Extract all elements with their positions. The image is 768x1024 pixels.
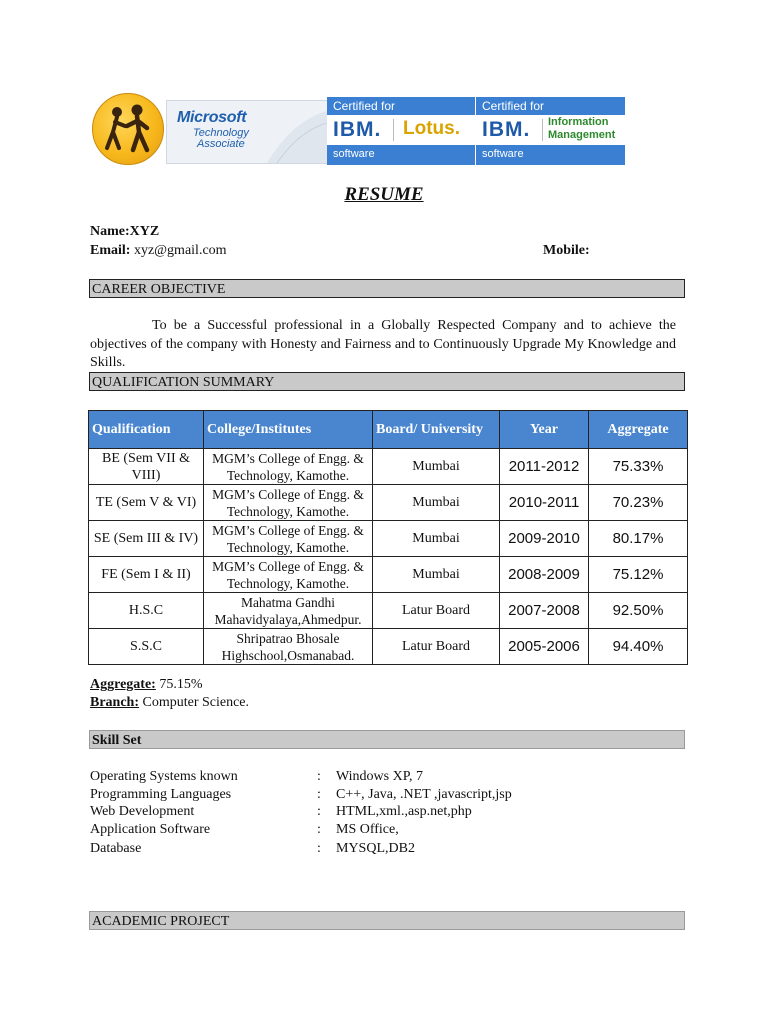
cell-year: 2007-2008 bbox=[500, 593, 589, 629]
skill-colon: : bbox=[317, 769, 321, 784]
ibm-im-software-label: software bbox=[482, 148, 524, 160]
im-line-1: Information bbox=[548, 116, 609, 128]
cell-aggregate: 75.12% bbox=[589, 557, 688, 593]
ibm-information-management-logo bbox=[476, 97, 625, 165]
cell-college: MGM’s College of Engg. & Technology, Kamothe. bbox=[204, 521, 373, 557]
cell-board: Mumbai bbox=[373, 449, 500, 485]
section-academic-project: ACADEMIC PROJECT bbox=[89, 911, 685, 930]
ibm-brand-2: IBM. bbox=[482, 118, 531, 141]
branch-label: Branch: bbox=[90, 695, 139, 710]
name-label: Name: bbox=[90, 224, 130, 239]
skill-value: MS Office, bbox=[336, 822, 399, 837]
aggregate-label: Aggregate: bbox=[90, 677, 156, 692]
cell-college: Mahatma Gandhi Mahavidyalaya,Ahmedpur. bbox=[204, 593, 373, 629]
cell-board: Latur Board bbox=[373, 629, 500, 665]
section-skill-set: Skill Set bbox=[89, 730, 685, 749]
cell-college: MGM’s College of Engg. & Technology, Kamothe. bbox=[204, 449, 373, 485]
skill-value: Windows XP, 7 bbox=[336, 769, 423, 784]
ibm-lotus-certified-label: Certified for bbox=[333, 99, 396, 113]
skill-label: Programming Languages bbox=[90, 787, 232, 802]
branch-line bbox=[90, 695, 249, 711]
cell-qualification: FE (Sem I & II) bbox=[89, 557, 204, 593]
cell-board: Mumbai bbox=[373, 485, 500, 521]
header-qualification: Qualification bbox=[89, 411, 204, 449]
table-row bbox=[89, 593, 688, 629]
ibm-lotus-software-label: software bbox=[333, 148, 375, 160]
skill-value: HTML,xml.,asp.net,php bbox=[336, 804, 472, 819]
skill-colon: : bbox=[317, 804, 321, 819]
institute-logo bbox=[92, 93, 164, 165]
cell-college: MGM’s College of Engg. & Technology, Kamothe. bbox=[204, 485, 373, 521]
branch-value: Computer Science. bbox=[142, 695, 250, 710]
section-career-objective: CAREER OBJECTIVE bbox=[89, 279, 685, 298]
cell-qualification: SE (Sem III & IV) bbox=[89, 521, 204, 557]
skill-value: MYSQL,DB2 bbox=[336, 841, 415, 856]
skill-colon: : bbox=[317, 841, 321, 856]
cell-board: Mumbai bbox=[373, 557, 500, 593]
name-line bbox=[90, 224, 159, 240]
cell-board: Latur Board bbox=[373, 593, 500, 629]
ibm-im-certified-label: Certified for bbox=[482, 99, 545, 113]
header-year: Year bbox=[500, 411, 589, 449]
header-college: College/Institutes bbox=[204, 411, 373, 449]
microsoft-sub-technology: Technology bbox=[193, 127, 249, 139]
table-header-row bbox=[89, 411, 688, 449]
microsoft-sub-associate: Associate bbox=[197, 138, 245, 150]
skill-label: Operating Systems known bbox=[90, 769, 238, 784]
ibm-brand-1: IBM. bbox=[333, 118, 382, 141]
cell-year: 2005-2006 bbox=[500, 629, 589, 665]
header-aggregate: Aggregate bbox=[589, 411, 688, 449]
cell-aggregate: 75.33% bbox=[589, 449, 688, 485]
table-row bbox=[89, 449, 688, 485]
cell-qualification: BE (Sem VII & VIII) bbox=[89, 449, 204, 485]
table-row bbox=[89, 485, 688, 521]
skill-value: C++, Java, .NET ,javascript,jsp bbox=[336, 787, 512, 802]
aggregate-value: 75.15% bbox=[159, 677, 203, 692]
table-row bbox=[89, 557, 688, 593]
name-value: XYZ bbox=[129, 224, 160, 239]
cell-year: 2009-2010 bbox=[500, 521, 589, 557]
email-line bbox=[90, 243, 227, 259]
cell-aggregate: 70.23% bbox=[589, 485, 688, 521]
cell-board: Mumbai bbox=[373, 521, 500, 557]
section-qualification-summary: QUALIFICATION SUMMARY bbox=[89, 372, 685, 391]
page-title: RESUME bbox=[344, 184, 424, 205]
email-value: xyz@gmail.com bbox=[133, 243, 227, 258]
skill-label: Web Development bbox=[90, 804, 195, 819]
microsoft-technology-associate-logo bbox=[166, 100, 328, 164]
skill-colon: : bbox=[317, 787, 321, 802]
cell-year: 2010-2011 bbox=[500, 485, 589, 521]
cell-college: MGM’s College of Engg. & Technology, Kamothe. bbox=[204, 557, 373, 593]
cell-qualification: TE (Sem V & VI) bbox=[89, 485, 204, 521]
cell-aggregate: 80.17% bbox=[589, 521, 688, 557]
table-row bbox=[89, 629, 688, 665]
microsoft-title: Microsoft bbox=[177, 109, 247, 126]
email-label: Email: bbox=[90, 243, 131, 258]
cell-aggregate: 92.50% bbox=[589, 593, 688, 629]
skill-colon: : bbox=[317, 822, 321, 837]
cell-qualification: H.S.C bbox=[89, 593, 204, 629]
ibm-lotus-certified-logo bbox=[327, 97, 475, 165]
cell-qualification: S.S.C bbox=[89, 629, 204, 665]
skill-label: Application Software bbox=[90, 822, 211, 837]
aggregate-line bbox=[90, 677, 203, 693]
cell-year: 2011-2012 bbox=[500, 449, 589, 485]
header-board: Board/ University bbox=[373, 411, 500, 449]
information-management-label bbox=[548, 116, 615, 142]
lotus-brand: Lotus. bbox=[403, 118, 460, 139]
mobile-label: Mobile: bbox=[543, 243, 590, 258]
im-line-2: Management bbox=[548, 129, 616, 141]
walking-people-icon bbox=[101, 104, 155, 154]
table-row bbox=[89, 521, 688, 557]
career-objective-text: To be a Successful professional in a Globally Respected Company and to achieve the objectives of the company with Honesty and Fairness and to Continuously Upgrade My Knowledge and Skills. bbox=[90, 318, 676, 370]
cell-year: 2008-2009 bbox=[500, 557, 589, 593]
cell-aggregate: 94.40% bbox=[589, 629, 688, 665]
qualification-table bbox=[88, 410, 688, 665]
skill-label: Database bbox=[90, 841, 142, 856]
cell-college: Shripatrao Bhosale Highschool,Osmanabad. bbox=[204, 629, 373, 665]
